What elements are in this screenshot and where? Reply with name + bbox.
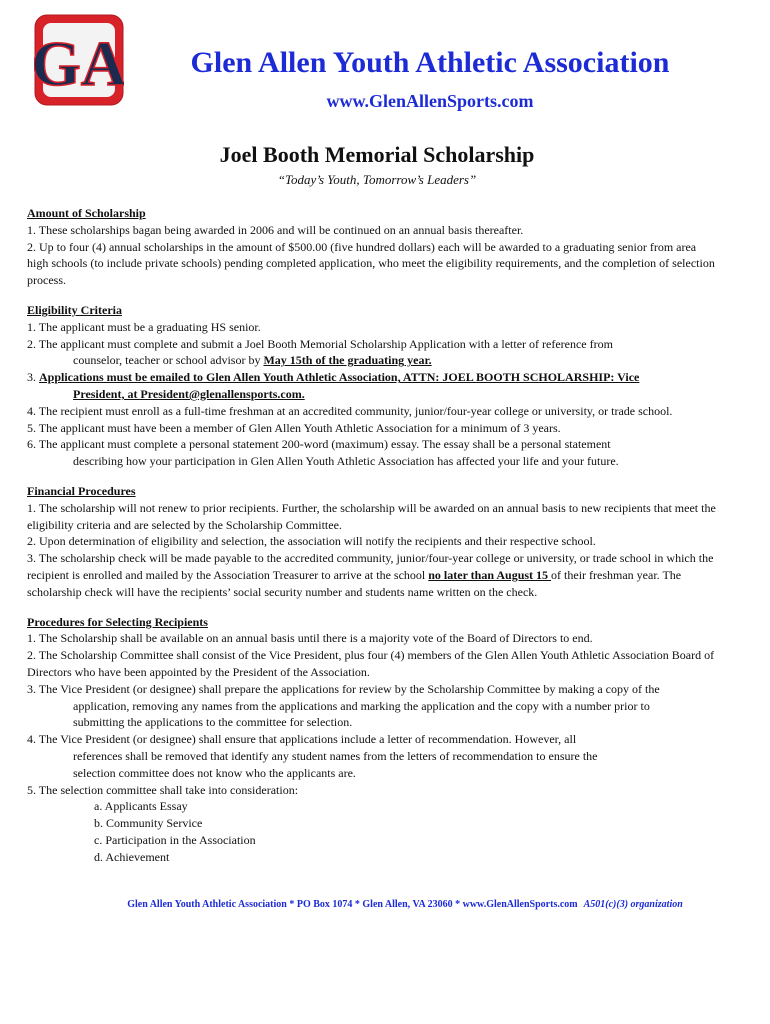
page-title: Joel Booth Memorial Scholarship: [219, 142, 535, 167]
section-amount: [27, 205, 719, 289]
list-item-continuation: describing how your participation in Glen Allen Youth Athletic Association has affected your life and your future.: [73, 454, 619, 469]
document-body: [27, 205, 719, 865]
org-website: www.GlenAllenSports.com: [326, 91, 534, 111]
section-eligibility: [27, 302, 719, 470]
list-item: 2. Upon determination of eligibility and selection, the association will notify the recipients and their respective school.: [27, 534, 596, 549]
list-item: 6. The applicant must complete a personal statement 200-word (maximum) essay. The essay shall be a personal statement: [27, 437, 611, 452]
section-heading: Eligibility Criteria: [27, 302, 122, 317]
criteria-item: a. Applicants Essay: [94, 799, 188, 814]
list-item-continuation: [27, 386, 719, 403]
list-item: 5. The applicant must have been a member of Glen Allen Youth Athletic Association for a minimum of 3 years.: [27, 420, 561, 435]
footer-address: Glen Allen Youth Athletic Association * PO Box 1074 * Glen Allen, VA 23060 * www.GlenAllenSports.com: [127, 899, 578, 910]
list-item-continuation: references shall be removed that identify any student names from the letters of recommendation to ensure the: [73, 748, 598, 763]
criteria-item: b. Community Service: [94, 816, 203, 831]
list-item: 1. The applicant must be a graduating HS senior.: [27, 319, 261, 334]
page-footer: [0, 898, 770, 912]
email-instruction: Applications must be emailed to Glen Allen Youth Athletic Association, ATTN: JOEL BOOTH SCHOLARSHIP: Vice: [39, 370, 640, 385]
list-item: 5. The selection committee shall take into consideration:: [27, 782, 299, 797]
list-item-continuation: application, removing any names from the applications and marking the application and the copy with a number prior to: [73, 698, 650, 713]
footer-org-type: A501(c)(3) organization: [583, 899, 683, 910]
list-text: counselor, teacher or school advisor by: [73, 353, 264, 368]
section-heading: Procedures for Selecting Recipients: [27, 614, 208, 629]
list-item: 1. The Scholarship shall be available on an annual basis until there is a majority vote of the Board of Directors to end.: [27, 631, 593, 646]
list-item: 3. The Vice President (or designee) shall prepare the applications for review by the Scholarship Committee by making a copy of the: [27, 681, 660, 696]
list-text: of their freshman year. The scholarship check will have the recipients’ social security number and students name written on the check.: [27, 567, 682, 599]
section-financial: [27, 483, 719, 601]
org-name: Glen Allen Youth Athletic Association: [190, 46, 670, 79]
email-instruction: President, at President@glenallensports.com.: [73, 386, 305, 401]
list-item: 2. Up to four (4) annual scholarships in the amount of $500.00 (five hundred dollars) each will be awarded to a graduating senior from area high schools (to include private schools) pending completed application, who meet the eligibility requirements, and the completion of selection process.: [27, 239, 715, 288]
list-item: 4. The Vice President (or designee) shall ensure that applications include a letter of recommendation. However, all: [27, 732, 577, 747]
gayaa-logo: [34, 14, 124, 106]
list-item-continuation: selection committee does not know who the applicants are.: [73, 765, 356, 780]
deadline-text: no later than August 15: [428, 567, 552, 582]
motto: “Today’s Youth, Tomorrow’s Leaders”: [277, 172, 477, 187]
list-item: 2. The Scholarship Committee shall consist of the Vice President, plus four (4) members of the Glen Allen Youth Athletic Association Board of Directors who have been appointed by the President of the Association.: [27, 648, 715, 679]
list-text: 3. The scholarship check will be made payable to the accredited community, junior/four-year college or university, or trade school in which the recipient is enrolled and mailed by the Association Treasurer to arrive at the school: [27, 551, 714, 582]
logo-text: GA: [34, 28, 124, 99]
section-heading: Amount of Scholarship: [27, 206, 146, 220]
list-item-continuation: submitting the applications to the committee for selection.: [73, 715, 353, 730]
list-number: 3.: [27, 370, 39, 385]
list-item: [27, 369, 719, 386]
criteria-item: c. Participation in the Association: [94, 832, 256, 847]
list-item: 1. The scholarship will not renew to prior recipients. Further, the scholarship will be awarded on an annual basis to new recipients that meet the eligibility criteria and are selected by the Scholarship Committee.: [27, 500, 716, 532]
deadline-text: May 15th of the graduating year.: [263, 353, 432, 368]
list-item: [27, 550, 719, 600]
criteria-item: d. Achievement: [94, 849, 170, 864]
list-item: 4. The recipient must enroll as a full-time freshman at an accredited community, junior/four-year college or university, or trade school.: [27, 403, 673, 418]
section-procedures: [27, 614, 719, 866]
list-item: 2. The applicant must complete and submit a Joel Booth Memorial Scholarship Application with a letter of reference from: [27, 336, 613, 351]
list-item-continuation: [27, 352, 719, 369]
section-heading: Financial Procedures: [27, 483, 136, 498]
list-item: 1. These scholarships bagan being awarded in 2006 and will be continued on an annual basis thereafter.: [27, 222, 524, 237]
